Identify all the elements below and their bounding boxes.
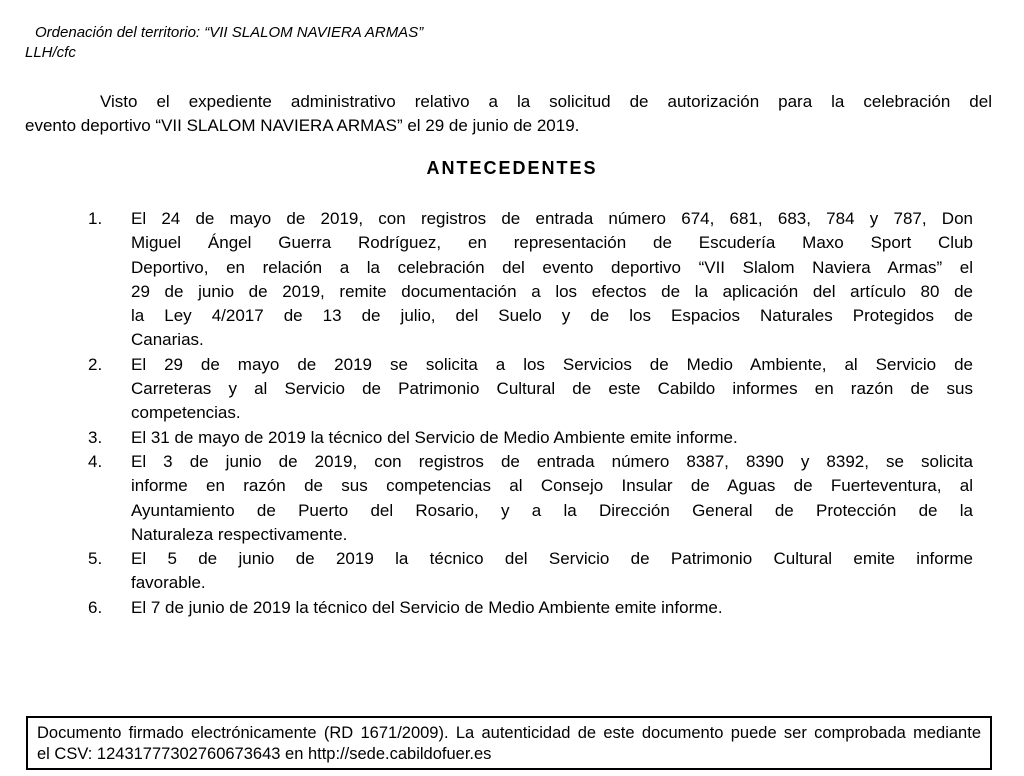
list-item-line: El 24 de mayo de 2019, con registros de entrada número 674, 681, 683, 784 y 787, Don xyxy=(131,209,973,228)
footer-line: el CSV: 12431777302760673643 en http://sede.cabildofuer.es xyxy=(37,745,492,763)
list-item-line: 29 de junio de 2019, remite documentación a los efectos de la aplicación del artículo 80 de xyxy=(131,281,973,301)
list-item-line: El 7 de junio de 2019 la técnico del Servicio de Medio Ambiente emite informe. xyxy=(131,597,723,617)
list-item-line: El 5 de junio de 2019 la técnico del Servicio de Patrimonio Cultural emite informe xyxy=(131,549,973,569)
footer-line: Documento firmado electrónicamente (RD 1671/2009). La autenticidad de este documento puede ser comprobada mediante xyxy=(37,724,981,742)
list-item-line: Canarias. xyxy=(131,330,204,350)
intro-paragraph xyxy=(25,90,992,139)
list-item-line: El 3 de junio de 2019, con registros de entrada número 8387, 8390 y 8392, se solicita xyxy=(131,451,973,471)
list-item-1 xyxy=(25,207,973,353)
list-item-number: 1. xyxy=(88,209,103,228)
antecedentes-list xyxy=(25,207,973,620)
list-item-line: informe en razón de sus competencias al Consejo Insular de Aguas de Fuerteventura, al xyxy=(131,476,973,496)
signature-validation-box xyxy=(26,716,992,770)
list-item-number: 3. xyxy=(88,427,103,447)
list-item-line: Miguel Ángel Guerra Rodríguez, en representación de Escudería Maxo Sport Club xyxy=(131,233,973,253)
list-item-line: Naturaleza respectivamente. xyxy=(131,524,348,544)
header-reference-line: LLH/cfc xyxy=(25,44,76,61)
list-item-number: 4. xyxy=(88,451,103,471)
list-item-number: 5. xyxy=(88,549,103,569)
list-item-line: El 31 de mayo de 2019 la técnico del Servicio de Medio Ambiente emite informe. xyxy=(131,427,738,447)
list-item-3 xyxy=(25,426,973,450)
list-item-line: Deportivo, en relación a la celebración del evento deportivo “VII Slalom Naviera Armas” el xyxy=(131,257,973,277)
list-item-4 xyxy=(25,450,973,547)
list-item-6 xyxy=(25,596,973,620)
list-item-line: Ayuntamiento de Puerto del Rosario, y a la Dirección General de Protección de la xyxy=(131,500,973,520)
header-subject-line: Ordenación del territorio: “VII SLALOM NAVIERA ARMAS” xyxy=(35,24,424,41)
section-title-antecedentes: ANTECEDENTES xyxy=(426,158,598,178)
list-item-line: la Ley 4/2017 de 13 de julio, del Suelo y de los Espacios Naturales Protegidos de xyxy=(131,306,973,326)
list-item-number: 6. xyxy=(88,597,103,617)
list-item-2 xyxy=(25,353,973,426)
intro-line: Visto el expediente administrativo relativo a la solicitud de autorización para la celebración del xyxy=(100,92,992,111)
intro-line: evento deportivo “VII SLALOM NAVIERA ARMAS” el 29 de junio de 2019. xyxy=(25,116,580,136)
list-item-line: Carreteras y al Servicio de Patrimonio Cultural de este Cabildo informes en razón de sus xyxy=(131,379,973,399)
list-item-5 xyxy=(25,547,973,596)
list-item-line: El 29 de mayo de 2019 se solicita a los Servicios de Medio Ambiente, al Servicio de xyxy=(131,354,973,374)
list-item-line: favorable. xyxy=(131,573,206,593)
list-item-line: competencias. xyxy=(131,403,241,423)
document-header xyxy=(25,23,984,63)
list-item-number: 2. xyxy=(88,354,103,374)
